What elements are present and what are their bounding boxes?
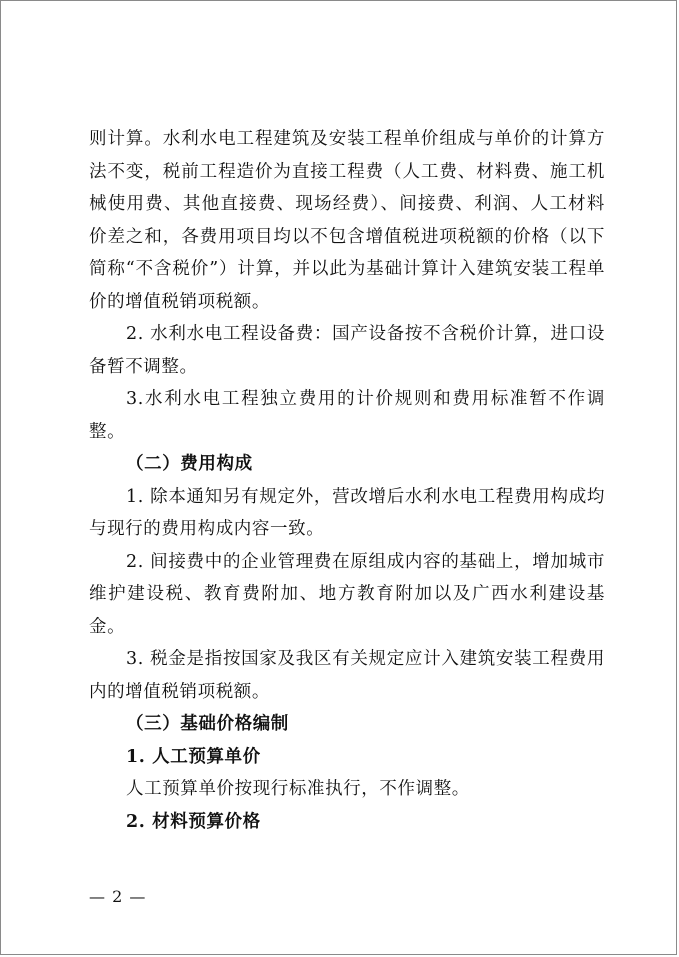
section-heading-cost-composition: （二）费用构成 [126,454,253,474]
paragraph-independent-cost: 3.水利水电工程独立费用的计价规则和费用标准暂不作调整。 [89,389,605,442]
paragraph-cost-composition-1: 1. 除本通知另有规定外，营改增后水利水电工程费用构成均与现行的费用构成内容一致。 [89,486,605,539]
subheading-material-price: 2. 材料预算价格 [126,811,261,832]
subheading-labor-price: 1. 人工预算单价 [126,746,261,767]
paragraph-cost-composition-3: 3. 税金是指按国家及我区有关规定应计入建筑安装工程费用内的增值税销项税额。 [89,649,605,702]
section-heading-base-price: （三）基础价格编制 [126,714,289,734]
page-number: — 2 — [89,887,147,906]
paragraph-equipment-cost: 2. 水利水电工程设备费：国产设备按不含税价计算，进口设备暂不调整。 [89,324,605,377]
paragraph-cost-composition-2: 2. 间接费中的企业管理费在原组成内容的基础上，增加城市维护建设税、教育费附加、地方教育附加以及广西水利建设基金。 [89,551,605,637]
paragraph-pricing-rules: 则计算。水利水电工程建筑及安装工程单价组成与单价的计算方法不变，税前工程造价为直接工程费（人工费、材料费、施工机械使用费、其他直接费、现场经费）、间接费、利润、人工材料价差之和，各费用项目均以不包含增值税进项税额的价格（以下简称“不含税价”）计算，并以此为基础计算计入建筑安装工程单价的增值税销项税额。 [89,129,605,312]
body-text [89,123,605,838]
paragraph-labor-price: 人工预算单价按现行标准执行，不作调整。 [126,779,470,799]
